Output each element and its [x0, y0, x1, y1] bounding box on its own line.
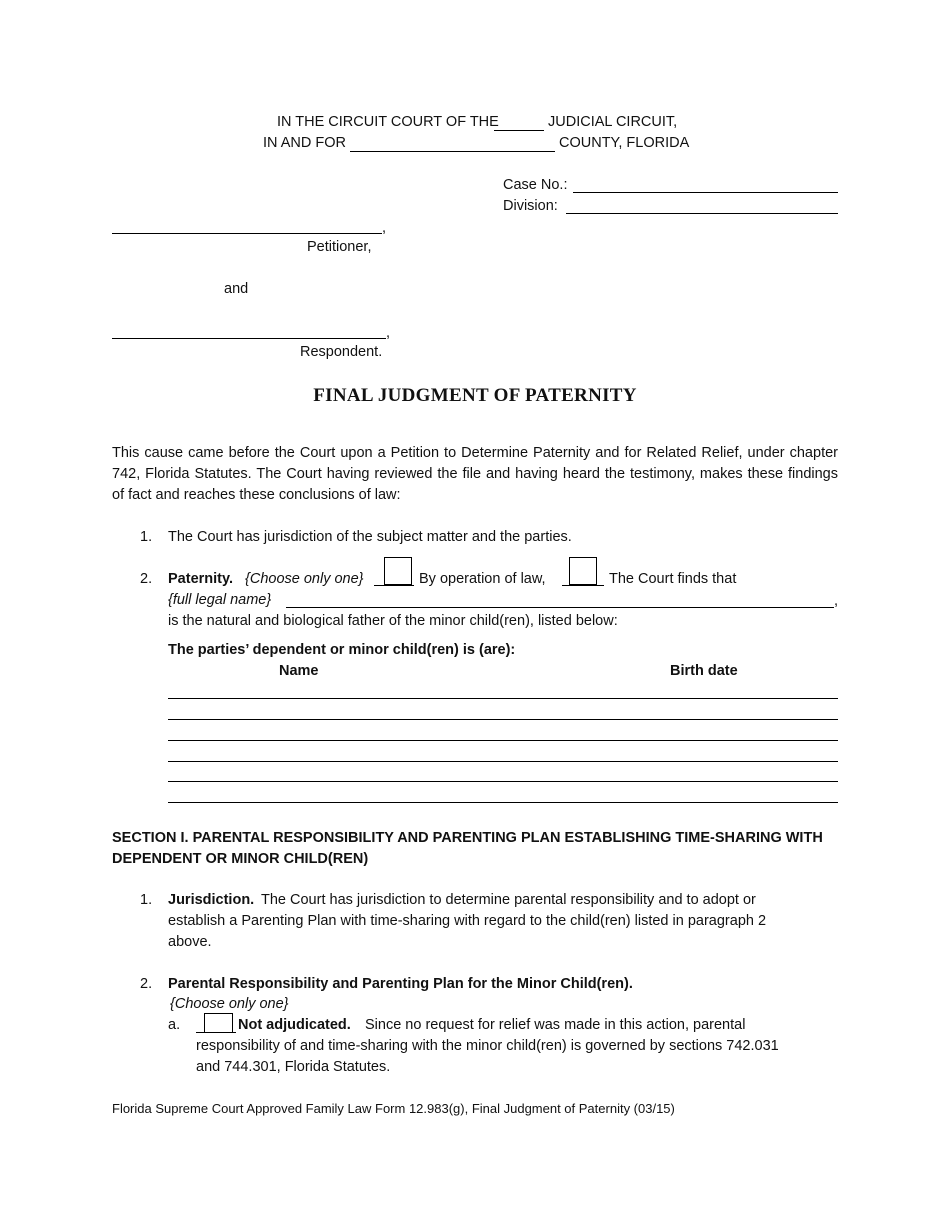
not-adjudicated-text-line3: and 744.301, Florida Statutes.: [196, 1059, 391, 1075]
court-finds-checkbox[interactable]: [569, 557, 597, 585]
jurisdiction-text-line3: above.: [168, 934, 212, 950]
circuit-number-field[interactable]: [494, 130, 544, 131]
children-birth-date-column: Birth date: [670, 663, 738, 679]
child-entry-line[interactable]: [168, 719, 838, 720]
operation-of-law-label: By operation of law,: [419, 571, 546, 587]
court-line2-suffix: COUNTY, FLORIDA: [559, 135, 690, 151]
petitioner-label: Petitioner,: [307, 239, 372, 255]
children-name-column: Name: [279, 663, 319, 679]
child-entry-line[interactable]: [168, 802, 838, 803]
case-no-label: Case No.:: [503, 177, 568, 193]
natural-father-text: is the natural and biological father of the minor child(ren), listed below:: [168, 613, 618, 629]
paternity-label: Paternity.: [168, 571, 234, 587]
not-adjudicated-text-line1: Since no request for relief was made in this action, parental: [365, 1017, 746, 1033]
operation-of-law-underline: [374, 585, 414, 586]
jurisdiction-text-line1: The Court has jurisdiction to determine parental responsibility and to adopt or: [261, 892, 756, 908]
document-title: FINAL JUDGMENT OF PATERNITY: [313, 385, 637, 406]
court-line1-suffix: JUDICIAL CIRCUIT,: [548, 114, 678, 130]
court-finds-underline: [562, 585, 604, 586]
and-label: and: [224, 281, 249, 297]
court-finds-label: The Court finds that: [609, 571, 737, 587]
petitioner-name-field[interactable]: [112, 233, 382, 234]
intro-paragraph: This cause came before the Court upon a Petition to Determine Paternity and for Related Relief, under chapter 742, Florida Statutes. The Court having reviewed the file and having heard the testimony, makes these findings of fact and reaches these conclusions of law:: [112, 445, 838, 503]
section-1-item-1-number: 1.: [140, 892, 153, 908]
father-full-legal-name-field[interactable]: [286, 607, 834, 608]
form-footer: Florida Supreme Court Approved Family Law Form 12.983(g), Final Judgment of Paternity (03/15): [112, 1101, 675, 1116]
not-adjudicated-underline: [196, 1032, 236, 1033]
paternity-choose-note: {Choose only one}: [245, 571, 364, 587]
section-1-item-2-number: 2.: [140, 976, 153, 992]
option-a-letter: a.: [168, 1017, 181, 1033]
children-heading: The parties’ dependent or minor child(ren) is (are):: [168, 642, 516, 658]
court-line2-prefix: IN AND FOR: [263, 135, 346, 151]
parental-responsibility-choose-note: {Choose only one}: [170, 996, 289, 1012]
section-1-heading-line1: SECTION I. PARENTAL RESPONSIBILITY AND PARENTING PLAN ESTABLISHING TIME-SHARING WITH: [112, 830, 823, 846]
full-legal-name-label: {full legal name}: [168, 592, 272, 608]
county-name-field[interactable]: [350, 151, 555, 152]
full-legal-name-comma: ,: [834, 593, 839, 609]
child-entry-line[interactable]: [168, 740, 838, 741]
case-no-field[interactable]: [573, 192, 838, 193]
not-adjudicated-label: Not adjudicated.: [238, 1017, 351, 1033]
child-entry-line[interactable]: [168, 761, 838, 762]
court-line1-prefix: IN THE CIRCUIT COURT OF THE: [277, 114, 499, 130]
not-adjudicated-text-line2: responsibility of and time-sharing with the minor child(ren) is governed by sections 742.031: [196, 1038, 779, 1054]
respondent-comma: ,: [386, 325, 391, 341]
division-label: Division:: [503, 198, 558, 214]
section-1-heading-line2: DEPENDENT OR MINOR CHILD(REN): [112, 851, 369, 867]
not-adjudicated-checkbox[interactable]: [204, 1013, 233, 1033]
respondent-label: Respondent.: [300, 344, 383, 360]
child-entry-line[interactable]: [168, 698, 838, 699]
parental-responsibility-heading: Parental Responsibility and Parenting Plan for the Minor Child(ren).: [168, 976, 633, 992]
jurisdiction-text-line2: establish a Parenting Plan with time-sharing with regard to the child(ren) listed in paragraph 2: [168, 913, 767, 929]
operation-of-law-checkbox[interactable]: [384, 557, 412, 585]
finding-2-number: 2.: [140, 571, 153, 587]
jurisdiction-label: Jurisdiction.: [168, 892, 255, 908]
division-field[interactable]: [566, 213, 838, 214]
child-entry-line[interactable]: [168, 781, 838, 782]
finding-1-number: 1.: [140, 529, 153, 545]
respondent-name-field[interactable]: [112, 338, 386, 339]
finding-1-text: The Court has jurisdiction of the subject matter and the parties.: [168, 529, 572, 545]
petitioner-comma: ,: [382, 220, 387, 236]
